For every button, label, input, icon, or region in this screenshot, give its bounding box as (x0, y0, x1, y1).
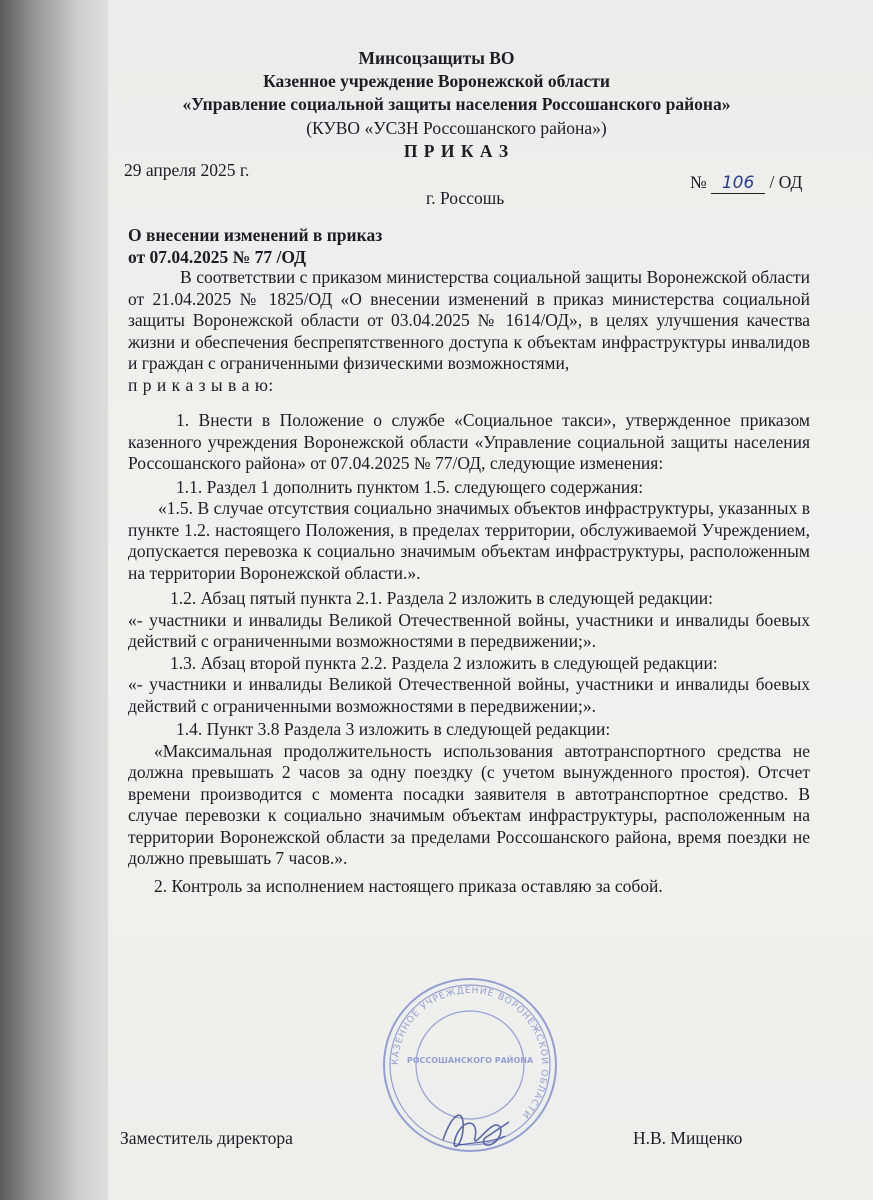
item-1-3-text: «- участники и инвалиды Великой Отечественной войны, участники и инвалиды боевых действий с ограниченными возможностями в передвижении;». (128, 674, 810, 716)
doc-type: П Р И К А З (403, 141, 510, 161)
item-2: 2. Контроль за исполнением настоящего приказа оставляю за собой. (154, 875, 663, 896)
item-1-4: 1.4. Пункт 3.8 Раздела 3 изложить в следующей редакции: (176, 719, 611, 739)
signatory-name: Н.В. Мищенко (633, 1128, 743, 1148)
order-verb: п р и к а з ы в а ю: (128, 374, 274, 395)
order-number (690, 172, 802, 194)
item-1-2: 1.2. Абзац пятый пункта 2.1. Раздела 2 изложить в следующей редакции: (170, 588, 713, 608)
order-number-prefix: № (690, 172, 707, 192)
abbreviation: (КУВО «УСЗН Россошанского района») (306, 118, 607, 138)
order-date: 29 апреля 2025 г. (124, 160, 250, 180)
item-1: 1. Внести в Положение о службе «Социальное такси», утвержденное приказом казенного учреждения Воронежской области «Управление социальной защиты населения Россошанского района» от 07.04.2025 № 77/ОД, следующие изменения: (128, 410, 810, 473)
item-1-2-text: «- участники и инвалиды Великой Отечественной войны, участники и инвалиды боевых действий с ограниченными возможностями в передвижении;». (128, 609, 810, 651)
ministry-name: Минсоцзащиты ВО (358, 48, 515, 68)
stamp-ring-text: КАЗЕННОЕ УЧРЕЖДЕНИЕ ВОРОНЕЖСКОЙ ОБЛАСТИ (390, 985, 550, 1121)
city: г. Россошь (426, 188, 505, 208)
item-1-4-text: «Максимальная продолжительность использования автотранспортного средства не должна превышать 2 часов за одну поездку (с учетом вынужденного простоя). Отсчет времени производится с момента посадки заявителя в автотранспортное средство. В случае перевозки к социально значимым объектам инфраструктуры, расположенным на территории Воронежской области за пределами Россошанского района, время поездки не должно превышать 7 часов.». (128, 740, 810, 868)
order-body (128, 267, 810, 897)
preamble-paragraph: В соответствии с приказом министерства социальной защиты Воронежской области от 21.04.2025 № 1825/ОД «О внесении изменений в приказ министерства социальной защиты Воронежской области от 03.04.2025 № 1614/ОД», в целях улучшения качества жизни и обеспечения беспрепятственного доступа к объектам инфраструктуры инвалидов и граждан с ограниченными физическими возможностями, (128, 267, 810, 373)
item-1-1: 1.1. Раздел 1 дополнить пунктом 1.5. следующего содержания: (176, 476, 644, 497)
item-1-1-text: «1.5. В случае отсутствия социально значимых объектов инфраструктуры, указанных в пункте 1.2. настоящего Положения, в пределах территории, обслуживаемой Учреждением, допускается перевозка к социально значимым объектам инфраструктуры, расположенным на территории Воронежской области.». (128, 498, 810, 583)
subject-line2: от 07.04.2025 № 77 /ОД (128, 247, 307, 267)
order-number-suffix: / ОД (769, 172, 803, 192)
item-1-3: 1.3. Абзац второй пункта 2.2. Раздела 2 изложить в следующей редакции: (170, 652, 718, 673)
office-name: «Управление социальной защиты населения Россошанского района» (182, 94, 731, 114)
institution-name: Казенное учреждение Воронежской области (263, 71, 610, 91)
handwritten-signature (435, 1100, 515, 1160)
stamp-center-text: РОССОШАНСКОГО РАЙОНА (406, 1056, 534, 1065)
subject-line1: О внесении изменений в приказ (128, 225, 383, 245)
order-number-handwritten: 106 (721, 173, 755, 193)
signatory-position: Заместитель директора (120, 1128, 293, 1148)
